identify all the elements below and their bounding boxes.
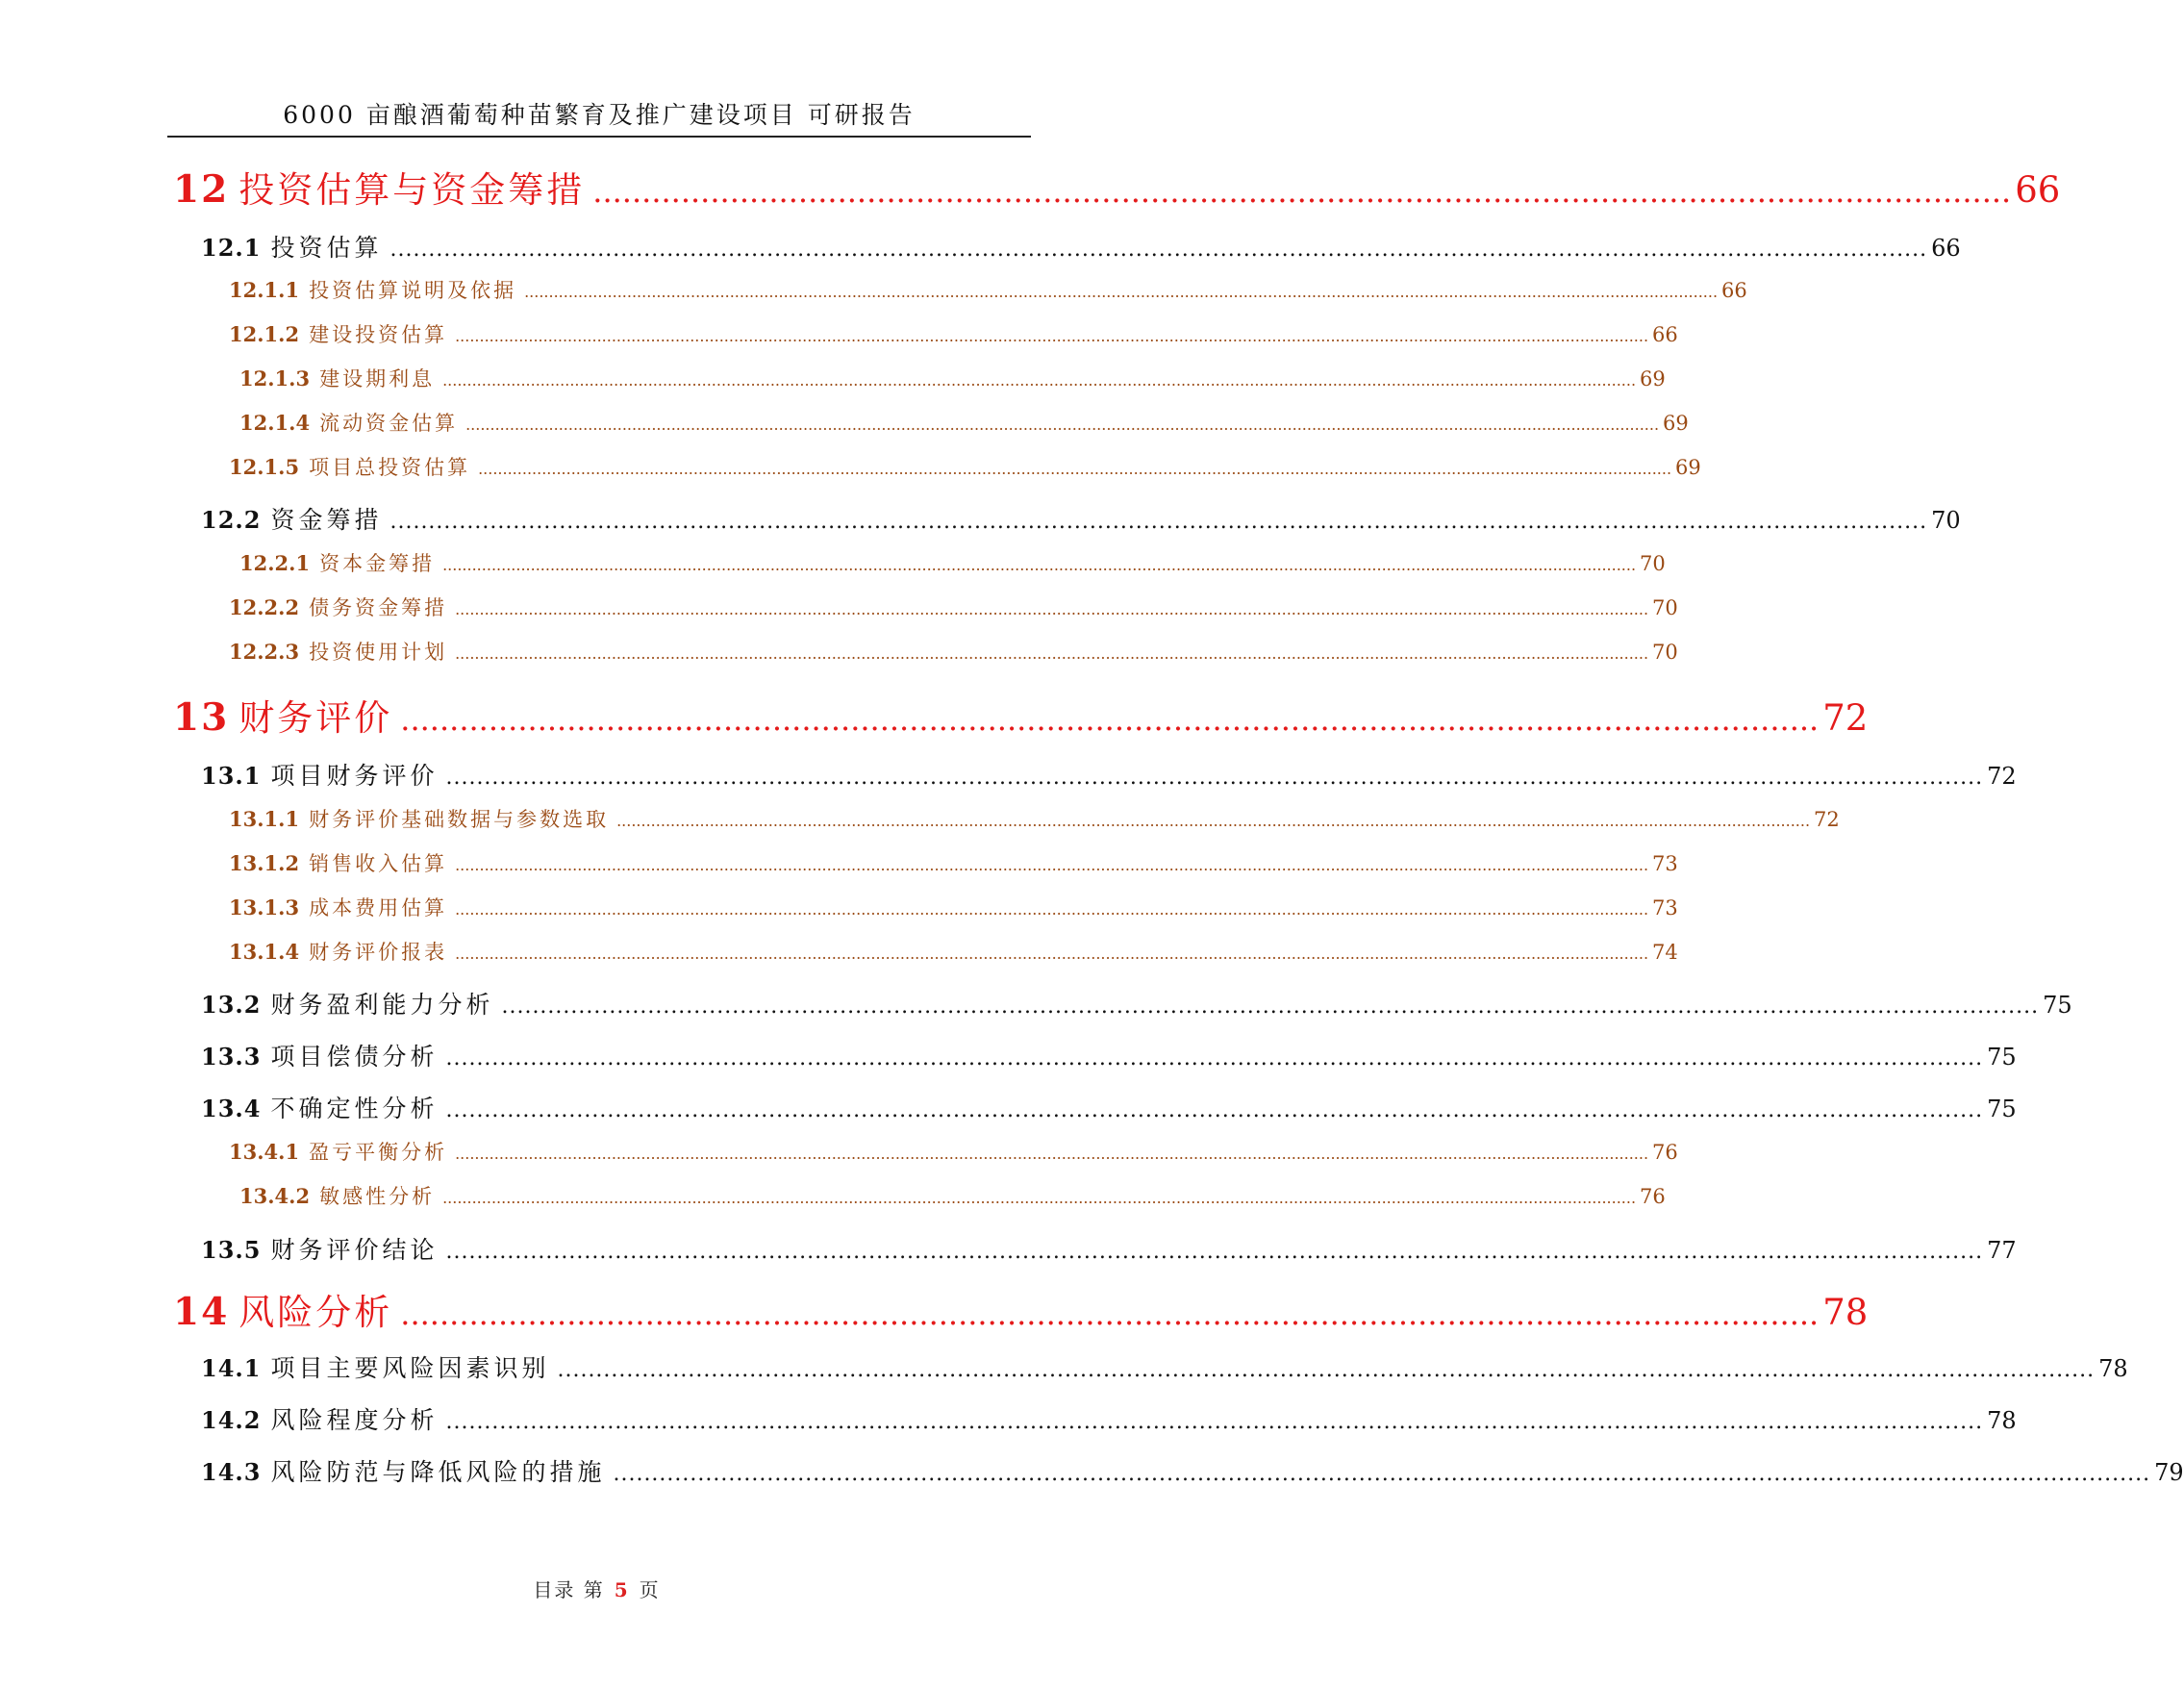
toc-title: 财务评价基础数据与参数选取 — [309, 808, 610, 831]
toc-leader: .................................................................................................................................................................................................................................................... — [455, 900, 1649, 919]
toc-number: 12.1.5 — [229, 455, 300, 479]
toc-entry-subsection-12-1-4[interactable] — [239, 408, 1689, 437]
toc-leader: ........................................................................................................................................................................................................ — [445, 1098, 1984, 1122]
toc-title: 债务资金筹措 — [309, 596, 448, 619]
toc-number: 12 — [173, 167, 230, 212]
toc-leader: .................................................................................................................................................................................................................................................... — [442, 371, 1637, 390]
toc-leader: ........................................................................................................................................................................................................ — [501, 995, 2040, 1019]
toc-title: 销售收入估算 — [309, 852, 448, 875]
toc-page: 66 — [1931, 235, 1961, 262]
toc-leader: .................................................................................................................................................................................................................................................... — [455, 945, 1649, 963]
toc-title: 项目偿债分析 — [270, 1043, 439, 1071]
toc-leader: .................................................................................................................................................................................................................................................... — [455, 327, 1649, 345]
toc-number: 14 — [173, 1290, 230, 1334]
toc-leader: ........................................................................................................................................................................................................ — [445, 1410, 1984, 1434]
toc-number: 12.2 — [201, 506, 262, 534]
footer-page-number: 5 — [614, 1578, 630, 1601]
toc-page: 70 — [1652, 596, 1678, 619]
toc-number: 12.1.2 — [229, 322, 300, 346]
toc-leader: .................................................................................................................................................................................................................................................... — [442, 556, 1637, 574]
toc-number: 13.1.4 — [229, 940, 300, 964]
toc-page: 75 — [1987, 1044, 2017, 1071]
toc-leader: ................................................................................................................................................. — [400, 1296, 1820, 1332]
toc-leader: .................................................................................................................................................................................................................................................... — [465, 416, 1660, 434]
toc-entry-chapter-13[interactable] — [173, 689, 1869, 740]
toc-title: 投资估算与资金筹措 — [238, 169, 586, 211]
toc-number: 12.2.3 — [229, 640, 300, 664]
toc-page: 70 — [1652, 641, 1678, 664]
toc-leader: .................................................................................................................................................................................................................................................... — [616, 812, 1811, 830]
toc-title: 敏感性分析 — [319, 1185, 436, 1208]
toc-page: 76 — [1652, 1141, 1678, 1164]
toc-leader: ........................................................................................................................................................................................................ — [557, 1358, 2096, 1382]
toc-leader: ................................................................................................................................................. — [592, 173, 2012, 210]
toc-title: 资金筹措 — [270, 506, 383, 534]
toc-entry-subsection-12-1-5[interactable] — [229, 452, 1701, 481]
toc-page: 78 — [1987, 1407, 2017, 1434]
toc-number: 13.1.1 — [229, 807, 300, 831]
toc-title: 投资估算 — [270, 234, 383, 262]
header-rule — [167, 136, 1031, 138]
footer-prefix: 目录 第 — [533, 1578, 605, 1601]
toc-number: 14.3 — [201, 1458, 262, 1486]
toc-leader: ........................................................................................................................................................................................................ — [445, 766, 1984, 790]
toc-entry-subsection-13-4-1[interactable] — [229, 1137, 1678, 1166]
toc-entry-section-14-1[interactable] — [201, 1349, 2128, 1382]
toc-number: 12.1 — [201, 234, 262, 262]
toc-page: 76 — [1640, 1185, 1666, 1208]
toc-title: 风险程度分析 — [270, 1406, 439, 1434]
toc-title: 项目总投资估算 — [309, 456, 471, 479]
toc-leader: ........................................................................................................................................................................................................ — [613, 1462, 2151, 1486]
toc-page: 72 — [1822, 697, 1869, 739]
toc-page: 72 — [1814, 808, 1840, 831]
toc-entry-section-13-2[interactable] — [201, 986, 2072, 1019]
toc-entry-subsection-12-2-3[interactable] — [229, 637, 1678, 666]
toc-page: 78 — [1822, 1292, 1869, 1333]
toc-page: 72 — [1987, 763, 2017, 790]
toc-leader: ................................................................................................................................................. — [400, 701, 1820, 738]
toc-leader: .................................................................................................................................................................................................................................................... — [455, 644, 1649, 663]
toc-number: 14.1 — [201, 1354, 262, 1382]
toc-number: 13.4 — [201, 1095, 262, 1122]
toc-title: 投资估算说明及依据 — [309, 279, 517, 302]
toc-entry-section-12-2[interactable] — [201, 501, 1961, 534]
toc-entry-subsection-12-2-1[interactable] — [239, 548, 1666, 577]
toc-entry-section-13-4[interactable] — [201, 1090, 2017, 1122]
toc-title: 项目主要风险因素识别 — [270, 1354, 550, 1382]
toc-page: 77 — [1987, 1237, 2017, 1264]
toc-number: 12.1.4 — [239, 411, 311, 435]
toc-title: 建设投资估算 — [309, 323, 448, 346]
toc-entry-subsection-13-1-3[interactable] — [229, 893, 1678, 921]
toc-number: 13.2 — [201, 991, 262, 1019]
toc-entry-subsection-13-1-4[interactable] — [229, 937, 1678, 966]
toc-leader: .................................................................................................................................................................................................................................................... — [455, 856, 1649, 874]
toc-leader: ........................................................................................................................................................................................................ — [389, 510, 1928, 534]
toc-number: 12.1.1 — [229, 278, 300, 302]
footer-suffix: 页 — [639, 1578, 661, 1601]
toc-page: 70 — [1931, 507, 1961, 534]
page-footer — [0, 1575, 1193, 1602]
toc-title: 风险防范与降低风险的措施 — [270, 1458, 606, 1486]
toc-page: 79 — [2154, 1459, 2184, 1486]
toc-page: 78 — [2098, 1355, 2128, 1382]
toc-number: 13.4.1 — [229, 1140, 300, 1164]
toc-page: 73 — [1652, 852, 1678, 875]
toc-title: 财务评价结论 — [270, 1236, 439, 1264]
toc-entry-subsection-13-1-2[interactable] — [229, 848, 1678, 877]
toc-number: 13.1.2 — [229, 851, 300, 875]
toc-title: 投资使用计划 — [309, 641, 448, 664]
toc-entry-subsection-12-1-2[interactable] — [229, 319, 1678, 348]
toc-number: 13 — [173, 695, 230, 740]
toc-entry-subsection-12-1-3[interactable] — [239, 364, 1666, 392]
toc-page: 69 — [1675, 456, 1701, 479]
toc-entry-section-14-3[interactable] — [201, 1453, 2184, 1486]
toc-leader: .................................................................................................................................................................................................................................................... — [442, 1189, 1637, 1207]
toc-leader: .................................................................................................................................................................................................................................................... — [455, 1145, 1649, 1163]
toc-leader: ........................................................................................................................................................................................................ — [445, 1240, 1984, 1264]
toc-title: 盈亏平衡分析 — [309, 1141, 448, 1164]
toc-leader: .................................................................................................................................................................................................................................................... — [455, 600, 1649, 618]
toc-page: 66 — [1721, 279, 1747, 302]
toc-entry-subsection-12-2-2[interactable] — [229, 592, 1678, 621]
toc-title: 财务评价 — [238, 697, 393, 739]
toc-number: 12.1.3 — [239, 366, 311, 391]
toc-entry-chapter-12[interactable] — [173, 161, 2061, 212]
toc-number: 13.5 — [201, 1236, 262, 1264]
toc-page: 70 — [1640, 552, 1666, 575]
toc-entry-section-12-1[interactable] — [201, 229, 1961, 262]
toc-leader: .................................................................................................................................................................................................................................................... — [524, 283, 1719, 301]
toc-entry-section-13-1[interactable] — [201, 757, 2017, 790]
toc-number: 14.2 — [201, 1406, 262, 1434]
toc-title: 建设期利息 — [319, 367, 436, 391]
toc-leader: .................................................................................................................................................................................................................................................... — [478, 460, 1672, 478]
toc-page: 75 — [1987, 1096, 2017, 1122]
toc-page: 75 — [2043, 992, 2072, 1019]
toc-title: 流动资金估算 — [319, 412, 459, 435]
toc-number: 13.1.3 — [229, 895, 300, 920]
toc-page: 73 — [1652, 896, 1678, 920]
toc-entry-subsection-12-1-1[interactable] — [229, 275, 1747, 304]
toc-page: 69 — [1663, 412, 1689, 435]
toc-number: 12.2.1 — [239, 551, 311, 575]
running-header: 6000 亩酿酒葡萄种苗繁育及推广建设项目 可研报告 — [283, 101, 916, 129]
toc-entry-section-13-5[interactable] — [201, 1231, 2017, 1264]
toc-title: 财务盈利能力分析 — [270, 991, 494, 1019]
toc-title: 成本费用估算 — [309, 896, 448, 920]
toc-number: 13.3 — [201, 1043, 262, 1071]
toc-page: 69 — [1640, 367, 1666, 391]
toc-number: 13.4.2 — [239, 1184, 311, 1208]
toc-title: 资本金筹措 — [319, 552, 436, 575]
toc-entry-chapter-14[interactable] — [173, 1283, 1869, 1334]
toc-entry-subsection-13-1-1[interactable] — [229, 804, 1840, 833]
toc-leader: ........................................................................................................................................................................................................ — [445, 1046, 1984, 1071]
toc-number: 12.2.2 — [229, 595, 300, 619]
toc-title: 财务评价报表 — [309, 941, 448, 964]
toc-title: 风险分析 — [238, 1292, 393, 1333]
toc-entry-section-13-3[interactable] — [201, 1038, 2017, 1071]
toc-leader: ........................................................................................................................................................................................................ — [389, 238, 1928, 262]
toc-page: 66 — [1652, 323, 1678, 346]
toc-number: 13.1 — [201, 762, 262, 790]
toc-page: 66 — [2015, 169, 2061, 211]
toc-title: 项目财务评价 — [270, 762, 439, 790]
toc-entry-section-14-2[interactable] — [201, 1401, 2017, 1434]
toc-page: 74 — [1652, 941, 1678, 964]
toc-entry-subsection-13-4-2[interactable] — [239, 1181, 1666, 1210]
toc-title: 不确定性分析 — [270, 1095, 439, 1122]
